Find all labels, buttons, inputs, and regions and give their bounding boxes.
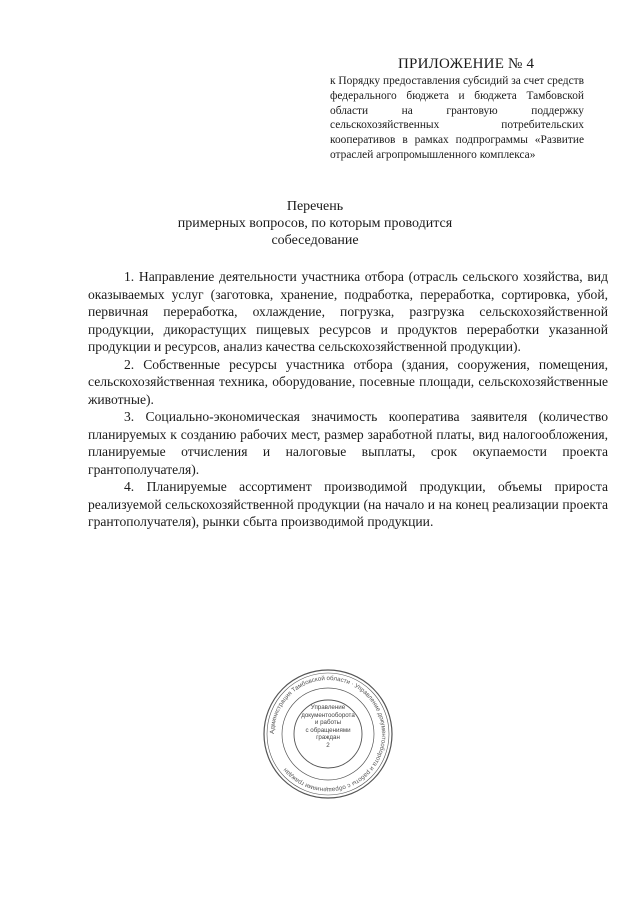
- list-item: 4. Планируемые ассортимент производимой продукции, объемы прироста реализуемой сельскохозяйственной продукции (на начало и на конец реализации проекта грантополучателя), рынки сбыта производимой продукции.: [88, 479, 608, 529]
- appendix-description: к Порядку предоставления субсидий за счет средств федерального бюджета и бюджета Тамбовской области на грантовую поддержку сельскохозяйственных потребительских кооперативов в рамках подпрограммы «Развитие отраслей агропромышленного комплекса»: [330, 75, 584, 161]
- seal-number: 2: [326, 741, 330, 749]
- document-heading: [150, 198, 480, 249]
- heading-line-1: Перечень: [286, 199, 344, 214]
- list-item: 3. Социально-экономическая значимость кооператива заявителя (количество планируемых к созданию рабочих мест, размер заработной платы, вид налогообложения, планируемые отчисления и налоговые выплаты, срок окупаемости проекта грантополучателя).: [88, 409, 608, 477]
- heading-line-2: примерных вопросов, по которым проводится: [177, 216, 453, 231]
- seal-line: с обращениями: [305, 726, 351, 734]
- appendix-title: ПРИЛОЖЕНИЕ № 4: [398, 56, 535, 72]
- seal-line: документооборота: [301, 711, 355, 719]
- seal-line: и работы: [314, 719, 342, 727]
- seal-ring-text: Администрация Тамбовской области · Управление документооборота и работы с обращениями граждан: [268, 674, 388, 794]
- list-item: 1. Направление деятельности участника отбора (отрасль сельского хозяйства, вид оказываемых услуг (заготовка, хранение, подработка, переработка, сортировка, убой, первичная переработка, охлаждение, погрузка, разгрузка сельскохозяйственной продукции, дикорастущих пищевых ресурсов и продуктов переработки указанной продукции и ресурсов, анализ качества сельскохозяйственной продукции).: [88, 269, 608, 354]
- seal-line: граждан: [316, 734, 340, 742]
- heading-line-3: собеседование: [271, 233, 359, 248]
- list-item: 2. Собственные ресурсы участника отбора (здания, сооружения, помещения, сельскохозяйственная техника, оборудование, посевные площади, сельскохозяйственные животные).: [88, 356, 608, 407]
- questions-list: [88, 268, 608, 531]
- seal-center-text: [300, 704, 356, 750]
- seal-line: Управление: [310, 704, 346, 711]
